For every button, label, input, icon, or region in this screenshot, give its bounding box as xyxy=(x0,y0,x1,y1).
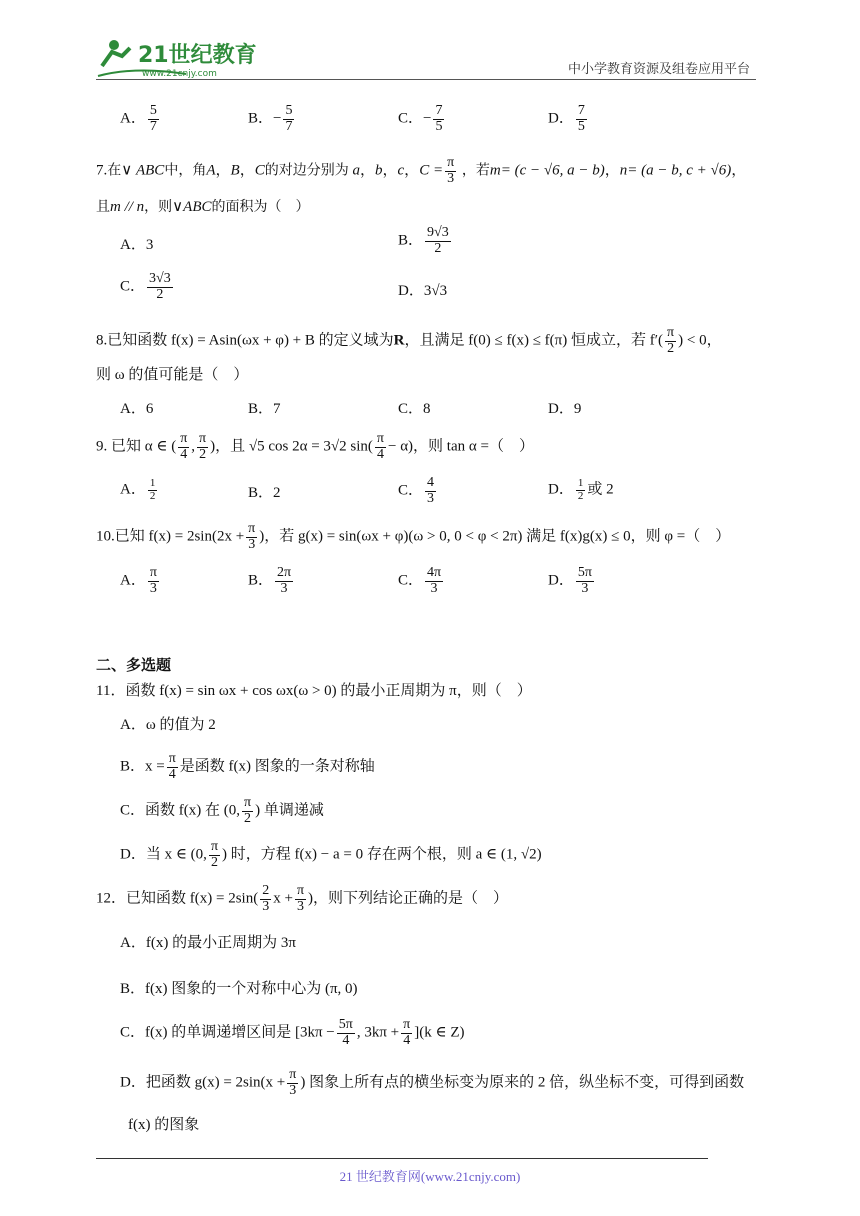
q6-option-d: D． $\frac{7}{5}$ xyxy=(548,103,585,134)
q7-stem-line2: 且m // n，则∨ABC的面积为（ ） xyxy=(96,199,310,215)
q12-stem: 12．已知函数 f(x) = 2sin( $\frac{2}{3}$ x + $\frac{\pi}{3}$ )，则下列结论正确的是（ ） xyxy=(96,883,509,914)
footer-divider xyxy=(96,1158,708,1159)
q8-option-c: C．8 xyxy=(398,401,431,417)
q9-option-d: D． $\frac{1}{2}$ 或 2 xyxy=(548,477,614,502)
q7-stem-line1: 7.在∨ ABC中，角A，B，C的对边分别为 a，b，c，C = $\frac{\pi}{3}$ ，若m= (c − √6, a − b)，n= (a − b, c + √6)， xyxy=(96,155,747,186)
q10-stem: 10.已知 f(x) = 2sin(2x + $\frac{\pi}{3}$ )，若 g(x) = sin(ωx + φ)(ω > 0, 0 < φ < 2π) 满足 f(x)g(x) ≤ 0，则 φ =（ ） xyxy=(96,521,731,552)
site-logo xyxy=(96,36,286,80)
q7-option-b: B． $\frac{9√3}{2}$ xyxy=(398,225,449,256)
platform-name: 中小学教育资源及组卷应用平台 xyxy=(568,62,751,77)
q10-option-c: C． $\frac{4\pi}{3}$ xyxy=(398,565,442,596)
svg-text:www.21cnjy.com: www.21cnjy.com xyxy=(142,69,217,79)
q11-option-d: D．当 x ∈ (0, $\frac{\pi}{2}$ ) 时，方程 f(x) − a = 0 存在两个根，则 a ∈ (1, √2) xyxy=(120,839,542,870)
q12-option-d-line2: f(x) 的图象 xyxy=(128,1117,200,1133)
q8-option-b: B．7 xyxy=(248,401,281,417)
q9-option-b: B．2 xyxy=(248,485,281,501)
q7-option-d: D．3√3 xyxy=(398,283,448,299)
q12-option-d: D．把函数 g(x) = 2sin(x + $\frac{\pi}{3}$ ) 图象上所有点的横坐标变为原来的 2 倍，纵坐标不变，可得到函数 xyxy=(120,1067,745,1098)
q12-option-a: A．f(x) 的最小正周期为 3π xyxy=(120,935,296,951)
q10-option-a: A． $\frac{\pi}{3}$ xyxy=(120,565,157,596)
q6-option-a: A． $\frac{5}{7}$ xyxy=(120,103,157,134)
q10-option-b: B． $\frac{2\pi}{3}$ xyxy=(248,565,292,596)
q6-option-c: C．− $\frac{7}{5}$ xyxy=(398,103,443,134)
footer-text[interactable]: 21 世纪教育网(www.21cnjy.com) xyxy=(339,1169,521,1184)
q9-stem: 9. 已知 α ∈ ( $\frac{\pi}{4}$ , $\frac{\pi}{2}$ )，且 √5 cos 2α = 3√2 sin( $\frac{\pi}{4}$ − α)，则 tan α =（ ） xyxy=(96,431,534,462)
q8-option-d: D．9 xyxy=(548,401,582,417)
q7-option-a: A．3 xyxy=(120,237,154,253)
q11-option-a: A．ω 的值为 2 xyxy=(120,717,216,733)
q9-option-a: A． $\frac{1}{2}$ xyxy=(120,477,156,502)
q6-option-b: B．− $\frac{5}{7}$ xyxy=(248,103,293,134)
q11-option-b: B．x = $\frac{\pi}{4}$ 是函数 f(x) 图象的一条对称轴 xyxy=(120,751,375,782)
q10-option-d: D． $\frac{5\pi}{3}$ xyxy=(548,565,592,596)
q11-option-c: C．函数 f(x) 在 (0, $\frac{\pi}{2}$ ) 单调递减 xyxy=(120,795,324,826)
q12-option-c: C．f(x) 的单调递增区间是 [3kπ − $\frac{5\pi}{4}$ , 3kπ + $\frac{\pi}{4}$ ](k ∈ Z) xyxy=(120,1017,465,1048)
q12-option-b: B．f(x) 图象的一个对称中心为 (π, 0) xyxy=(120,981,358,997)
q7-option-c: C． $\frac{3√3}{2}$ xyxy=(120,271,171,302)
q9-option-c: C． $\frac{4}{3}$ xyxy=(398,475,435,506)
q8-stem-line2: 则 ω 的值可能是（ ） xyxy=(96,367,249,383)
header-divider xyxy=(96,79,756,80)
svg-text:21世纪教育: 21世纪教育 xyxy=(138,43,257,68)
q8-option-a: A．6 xyxy=(120,401,154,417)
q8-stem-line1: 8.已知函数 f(x) = Asin(ωx + φ) + B 的定义域为R，且满足 f(0) ≤ f(x) ≤ f(π) 恒成立，若 f′( $\frac{\pi}{2}$ ) < 0， xyxy=(96,325,722,356)
q11-stem: 11．函数 f(x) = sin ωx + cos ωx(ω > 0) 的最小正周期为 π，则（ ） xyxy=(96,683,532,699)
section-heading: 二、多选题 xyxy=(96,656,172,674)
